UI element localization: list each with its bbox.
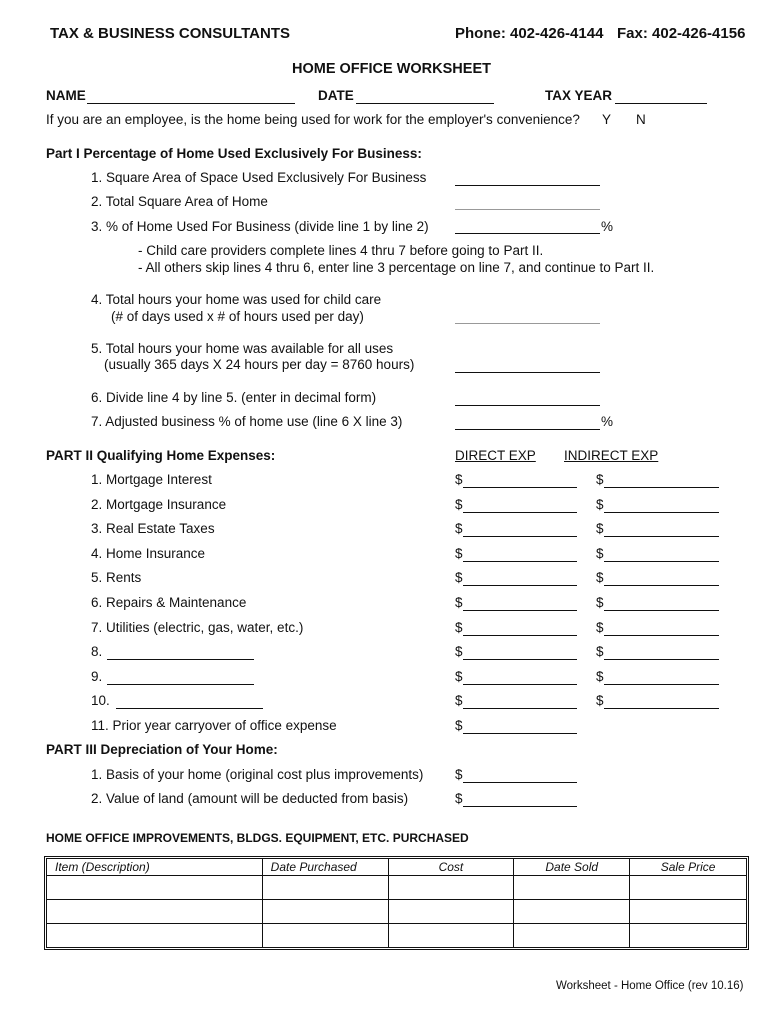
dollar-sign: $ <box>596 669 604 684</box>
part3-line2: 2. Value of land (amount will be deducted from basis) <box>91 791 409 806</box>
col-item-description: Item (Description) <box>47 859 263 876</box>
part2-line-6-indirect-field[interactable] <box>604 609 719 611</box>
table-cell[interactable] <box>47 924 263 948</box>
part2-line-2-direct-field[interactable] <box>463 511 577 513</box>
dollar-sign: $ <box>455 595 463 610</box>
part1-line5-field[interactable] <box>455 371 600 373</box>
part2-line-11: 11. Prior year carryover of office expense <box>91 718 337 733</box>
direct-exp-header: DIRECT EXP <box>455 448 536 463</box>
dollar-sign: $ <box>596 644 604 659</box>
part3-line1-field[interactable] <box>463 781 577 783</box>
fax-number: Fax: 402-426-4156 <box>617 25 746 42</box>
part1-line7: 7. Adjusted business % of home use (line 6 X line 3) <box>91 414 403 429</box>
date-label: DATE <box>318 88 354 103</box>
table-cell[interactable] <box>262 900 388 924</box>
part2-line-1-direct-field[interactable] <box>463 486 577 488</box>
table-row <box>47 900 747 924</box>
dollar-sign: $ <box>596 497 604 512</box>
dollar-sign: $ <box>455 570 463 585</box>
part1-line3: 3. % of Home Used For Business (divide line 1 by line 2) <box>91 219 429 234</box>
table-header-row <box>47 859 747 876</box>
dollar-sign: $ <box>596 546 604 561</box>
phone-number: Phone: 402-426-4144 <box>455 25 604 42</box>
part1-line1: 1. Square Area of Space Used Exclusively For Business <box>91 170 427 185</box>
part1-line1-field[interactable] <box>455 184 600 186</box>
part2-line-3: 3. Real Estate Taxes <box>91 521 215 536</box>
part1-heading: Part I Percentage of Home Used Exclusively For Business: <box>46 146 422 161</box>
dollar-sign: $ <box>455 521 463 536</box>
col-sale-price: Sale Price <box>630 859 747 876</box>
part2-line-5: 5. Rents <box>91 570 142 585</box>
part2-line-10: 10. <box>91 693 110 708</box>
answer-no[interactable]: N <box>636 112 646 127</box>
part2-line-8-description-field[interactable] <box>107 658 254 660</box>
table-cell[interactable] <box>262 924 388 948</box>
dollar-sign: $ <box>596 521 604 536</box>
table-cell[interactable] <box>47 876 263 900</box>
part2-line-2: 2. Mortgage Insurance <box>91 497 227 512</box>
part2-line-6-direct-field[interactable] <box>463 609 577 611</box>
part1-note-childcare: - Child care providers complete lines 4 thru 7 before going to Part II. <box>138 243 544 258</box>
dollar-sign: $ <box>455 718 463 733</box>
part2-line-5-indirect-field[interactable] <box>604 584 719 586</box>
table-cell[interactable] <box>514 900 630 924</box>
part2-line-8-direct-field[interactable] <box>463 658 577 660</box>
part3-heading: PART III Depreciation of Your Home: <box>46 742 278 757</box>
dollar-sign: $ <box>596 693 604 708</box>
part2-line-10-description-field[interactable] <box>116 707 263 709</box>
part1-line5-detail: (usually 365 days X 24 hours per day = 8760 hours) <box>104 357 415 372</box>
part2-line-9-indirect-field[interactable] <box>604 683 719 685</box>
dollar-sign: $ <box>455 620 463 635</box>
part1-line5: 5. Total hours your home was available for all uses <box>91 341 394 356</box>
part1-line2: 2. Total Square Area of Home <box>91 194 268 209</box>
part1-line7-field[interactable] <box>455 428 600 430</box>
dollar-sign: $ <box>455 644 463 659</box>
part2-line-9-description-field[interactable] <box>107 683 254 685</box>
tax-year-label: TAX YEAR <box>545 88 613 103</box>
part2-line-3-direct-field[interactable] <box>463 535 577 537</box>
page-title: HOME OFFICE WORKSHEET <box>292 61 491 77</box>
col-date-sold: Date Sold <box>514 859 630 876</box>
dollar-sign: $ <box>596 472 604 487</box>
table-cell[interactable] <box>388 876 514 900</box>
part2-line-10-indirect-field[interactable] <box>604 707 719 709</box>
part2-line-7-indirect-field[interactable] <box>604 634 719 636</box>
dollar-sign: $ <box>455 669 463 684</box>
part1-line3-field[interactable] <box>455 232 600 234</box>
part2-heading: PART II Qualifying Home Expenses: <box>46 448 276 463</box>
part2-line-2-indirect-field[interactable] <box>604 511 719 513</box>
dollar-sign: $ <box>455 693 463 708</box>
part1-line2-field[interactable] <box>455 208 600 210</box>
table-cell[interactable] <box>47 900 263 924</box>
part2-line-3-indirect-field[interactable] <box>604 535 719 537</box>
part2-line-9-direct-field[interactable] <box>463 683 577 685</box>
dollar-sign: $ <box>455 472 463 487</box>
part2-line-5-direct-field[interactable] <box>463 584 577 586</box>
part2-line-8: 8. <box>91 644 103 659</box>
part1-line6-field[interactable] <box>455 404 600 406</box>
date-field[interactable] <box>356 102 494 104</box>
part2-line-11-direct-field[interactable] <box>463 732 577 734</box>
col-date-purchased: Date Purchased <box>262 859 388 876</box>
percent-sign: % <box>601 219 614 234</box>
table-cell[interactable] <box>262 876 388 900</box>
dollar-sign: $ <box>455 767 463 782</box>
dollar-sign: $ <box>596 570 604 585</box>
company-name: TAX & BUSINESS CONSULTANTS <box>50 25 291 42</box>
part2-line-4: 4. Home Insurance <box>91 546 206 561</box>
footer-revision: Worksheet - Home Office (rev 10.16) <box>556 980 744 992</box>
table-cell[interactable] <box>388 924 514 948</box>
dollar-sign: $ <box>455 791 463 806</box>
dollar-sign: $ <box>596 620 604 635</box>
indirect-exp-header: INDIRECT EXP <box>564 448 659 463</box>
part2-line-7: 7. Utilities (electric, gas, water, etc.) <box>91 620 304 635</box>
answer-yes[interactable]: Y <box>602 112 612 127</box>
dollar-sign: $ <box>455 497 463 512</box>
name-field[interactable] <box>87 102 295 104</box>
part2-line-6: 6. Repairs & Maintenance <box>91 595 247 610</box>
part1-line6: 6. Divide line 4 by line 5. (enter in decimal form) <box>91 390 377 405</box>
dollar-sign: $ <box>596 595 604 610</box>
tax-year-field[interactable] <box>615 102 707 104</box>
part2-line-10-direct-field[interactable] <box>463 707 577 709</box>
part2-line-7-direct-field[interactable] <box>463 634 577 636</box>
part2-line-8-indirect-field[interactable] <box>604 658 719 660</box>
dollar-sign: $ <box>455 546 463 561</box>
table-row <box>47 876 747 900</box>
table-cell[interactable] <box>630 900 747 924</box>
part1-line4-detail: (# of days used x # of hours used per day) <box>111 309 364 324</box>
employee-question: If you are an employee, is the home being used for work for the employer's convenience? <box>46 112 580 127</box>
part1-note-others: - All others skip lines 4 thru 6, enter line 3 percentage on line 7, and continue to Part II. <box>138 260 655 275</box>
part2-line-4-direct-field[interactable] <box>463 560 577 562</box>
table-cell[interactable] <box>388 900 514 924</box>
percent-sign: % <box>601 414 614 429</box>
col-cost: Cost <box>388 859 514 876</box>
improvements-heading: HOME OFFICE IMPROVEMENTS, BLDGS. EQUIPMENT, ETC. PURCHASED <box>46 831 469 845</box>
part2-line-9: 9. <box>91 669 103 684</box>
table-cell[interactable] <box>630 876 747 900</box>
part1-line4: 4. Total hours your home was used for child care <box>91 292 382 307</box>
part2-line-1-indirect-field[interactable] <box>604 486 719 488</box>
part3-line1: 1. Basis of your home (original cost plus improvements) <box>91 767 424 782</box>
name-label: NAME <box>46 88 86 103</box>
part1-line4-field[interactable] <box>455 322 600 324</box>
part3-line2-field[interactable] <box>463 805 577 807</box>
table-row <box>47 924 747 948</box>
part2-line-1: 1. Mortgage Interest <box>91 472 212 487</box>
table-cell[interactable] <box>514 924 630 948</box>
part2-line-4-indirect-field[interactable] <box>604 560 719 562</box>
table-cell[interactable] <box>514 876 630 900</box>
table-cell[interactable] <box>630 924 747 948</box>
improvements-table <box>46 858 747 948</box>
